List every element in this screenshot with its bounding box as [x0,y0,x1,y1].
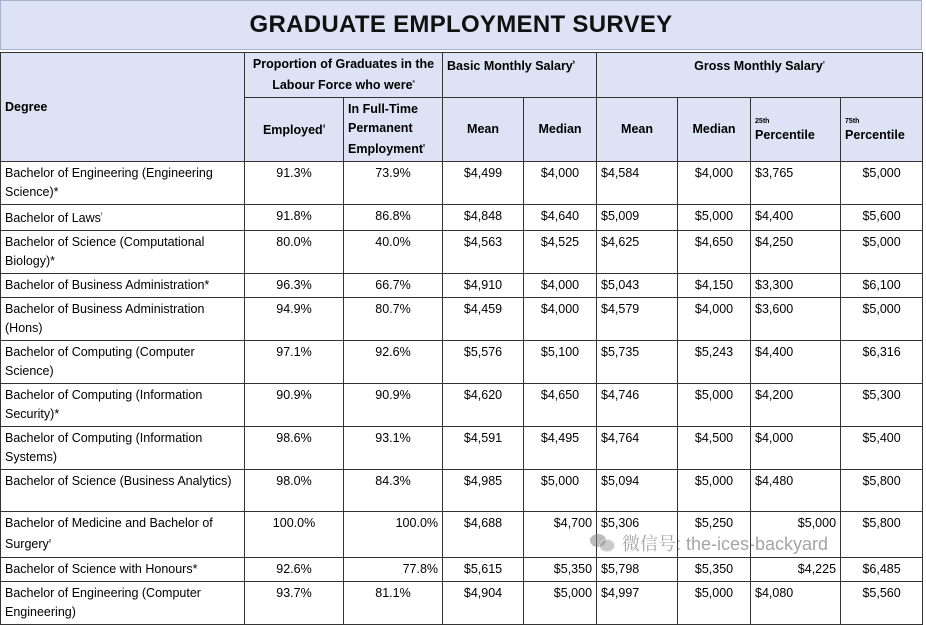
basic-mean-cell: $4,563 [443,231,524,274]
gross-salary-header-text: Gross Monthly Salary [694,59,823,74]
gross-median-cell: $5,000 [678,470,751,512]
p75-cell: $6,316 [841,341,923,384]
employed-cell: 98.0% [245,470,344,512]
degree-cell: Bachelor of Engineering (Computer Engineering) [1,581,245,624]
gross-median-cell: $5,243 [678,341,751,384]
p25-cell: $4,250 [751,231,841,274]
basic-median-cell: $4,650 [524,384,597,427]
basic-median-cell: $4,640 [524,205,597,231]
full-time-header-text: In Full-Time Permanent Employment [348,102,424,157]
gross-salary-header [597,53,923,98]
table-row [1,557,923,581]
gross-median-cell: $5,250 [678,512,751,557]
p75-cell: $5,000 [841,231,923,274]
p25-cell: $4,200 [751,384,841,427]
p25-cell: $4,080 [751,581,841,624]
basic-median-cell: $4,000 [524,162,597,205]
gross-median-cell: $5,000 [678,205,751,231]
basic-median-cell: $4,495 [524,427,597,470]
gross-mean-header: Mean [597,98,678,162]
degree-header: Degree [1,53,245,162]
table-row [1,384,923,427]
full-time-cell: 73.9% [344,162,443,205]
employed-cell: 80.0% [245,231,344,274]
table-row [1,470,923,512]
table-row [1,231,923,274]
p75-cell: $5,800 [841,470,923,512]
employed-cell: 98.6% [245,427,344,470]
gross-mean-cell: $5,306 [597,512,678,557]
basic-median-cell: $4,000 [524,274,597,298]
basic-mean-cell: $4,688 [443,512,524,557]
employed-cell: 91.8% [245,205,344,231]
gross-median-header: Median [678,98,751,162]
gross-median-cell: $4,500 [678,427,751,470]
basic-mean-header: Mean [443,98,524,162]
basic-median-cell: $4,700 [524,512,597,557]
p25-cell: $3,300 [751,274,841,298]
full-time-header [344,98,443,162]
p75-cell: $6,100 [841,274,923,298]
footnote-marker: ᵇ [572,61,576,67]
employed-header-text: Employed [262,123,323,138]
footnote-marker: ᵉ [423,144,426,151]
basic-mean-cell: $4,910 [443,274,524,298]
p75-cell: $5,600 [841,205,923,231]
full-time-cell: 80.7% [344,298,443,341]
full-time-cell: 90.9% [344,384,443,427]
full-time-cell: 92.6% [344,341,443,384]
p75-cell: $5,400 [841,427,923,470]
full-time-cell: 81.1% [344,581,443,624]
gross-median-cell: $4,150 [678,274,751,298]
degree-cell: Bachelor of Science with Honours* [1,557,245,581]
p75-cell: $5,000 [841,298,923,341]
basic-mean-cell: $5,615 [443,557,524,581]
p25-cell: $4,225 [751,557,841,581]
degree-cell: Bachelor of Business Administration* [1,274,245,298]
basic-median-header: Median [524,98,597,162]
employed-cell: 92.6% [245,557,344,581]
gross-mean-cell: $5,094 [597,470,678,512]
degree-cell: Bachelor of Science (Computational Biology)* [1,231,245,274]
page-title: GRADUATE EMPLOYMENT SURVEY [249,11,673,38]
degree-cell: Bachelor of Computing (Computer Science) [1,341,245,384]
basic-mean-cell: $4,848 [443,205,524,231]
basic-mean-cell: $4,499 [443,162,524,205]
gross-mean-cell: $4,997 [597,581,678,624]
gross-median-cell: $4,000 [678,298,751,341]
employed-header [245,98,344,162]
p75-cell: $5,000 [841,162,923,205]
employed-cell: 90.9% [245,384,344,427]
proportion-header [245,53,443,98]
degree-cell [1,205,245,231]
full-time-cell: 93.1% [344,427,443,470]
table-row [1,581,923,624]
table-row [1,512,923,557]
p25-label: Percentile [755,128,815,143]
gross-mean-cell: $4,746 [597,384,678,427]
full-time-cell: 84.3% [344,470,443,512]
employed-cell: 94.9% [245,298,344,341]
employed-cell: 96.3% [245,274,344,298]
degree-cell: Bachelor of Computing (Information Systems) [1,427,245,470]
gross-median-cell: $4,650 [678,231,751,274]
degree-text: Bachelor of Laws [5,211,101,226]
basic-salary-header [443,53,597,98]
footnote-marker: ᶜ [822,61,825,67]
basic-median-cell: $5,000 [524,470,597,512]
gross-mean-cell: $4,764 [597,427,678,470]
employment-table [0,52,923,625]
table-row [1,162,923,205]
full-time-cell: 40.0% [344,231,443,274]
table-row [1,427,923,470]
degree-cell: Bachelor of Engineering (Engineering Science)* [1,162,245,205]
basic-mean-cell: $5,576 [443,341,524,384]
table-row [1,274,923,298]
p25-ordinal: 25th [755,118,770,126]
p25-cell: $3,600 [751,298,841,341]
degree-text: Bachelor of Medicine and Bachelor of Surgery [5,516,213,552]
gross-median-cell: $5,000 [678,581,751,624]
footnote-marker: ᵍ [48,539,52,546]
employed-cell: 91.3% [245,162,344,205]
p25-cell: $4,000 [751,427,841,470]
full-time-cell: 66.7% [344,274,443,298]
basic-mean-cell: $4,904 [443,581,524,624]
employed-cell: 97.1% [245,341,344,384]
gross-mean-cell: $4,625 [597,231,678,274]
table-row [1,298,923,341]
footnote-marker: ᵃ [412,80,415,86]
table-row [1,205,923,231]
p75-cell: $5,560 [841,581,923,624]
gross-median-cell: $5,000 [678,384,751,427]
employed-cell: 93.7% [245,581,344,624]
p75-cell: $5,800 [841,512,923,557]
p25-cell: $4,400 [751,341,841,384]
gross-mean-cell: $4,579 [597,298,678,341]
watermark-text: 微信号: the-ices-backyard [622,534,829,554]
table-row [1,341,923,384]
p75-cell: $5,300 [841,384,923,427]
gross-mean-cell: $5,798 [597,557,678,581]
proportion-header-text: Proportion of Graduates in the Labour Force who were [252,57,435,93]
full-time-cell: 77.8% [344,557,443,581]
basic-median-cell: $4,525 [524,231,597,274]
gross-mean-cell: $4,584 [597,162,678,205]
basic-median-cell: $5,350 [524,557,597,581]
degree-cell: Bachelor of Business Administration (Hons) [1,298,245,341]
basic-mean-cell: $4,985 [443,470,524,512]
basic-median-cell: $4,000 [524,298,597,341]
footnote-marker: ᵈ [322,125,326,132]
footnote-marker: ᶠ [100,213,103,220]
p75-label: Percentile [845,128,905,143]
gross-mean-cell: $5,735 [597,341,678,384]
full-time-cell: 86.8% [344,205,443,231]
basic-median-cell: $5,000 [524,581,597,624]
degree-cell: Bachelor of Science (Business Analytics) [1,470,245,512]
p25-header [751,98,841,162]
basic-median-cell: $5,100 [524,341,597,384]
p75-header [841,98,923,162]
p75-cell: $6,485 [841,557,923,581]
title-bar [0,0,922,50]
p25-cell: $5,000 [751,512,841,557]
p75-ordinal: 75th [845,118,860,126]
employed-cell: 100.0% [245,512,344,557]
basic-mean-cell: $4,459 [443,298,524,341]
degree-cell: Bachelor of Computing (Information Security)* [1,384,245,427]
degree-cell [1,512,245,557]
basic-mean-cell: $4,620 [443,384,524,427]
full-time-cell: 100.0% [344,512,443,557]
p25-cell: $4,400 [751,205,841,231]
gross-median-cell: $4,000 [678,162,751,205]
p25-cell: $4,480 [751,470,841,512]
gross-mean-cell: $5,043 [597,274,678,298]
basic-salary-header-text: Basic Monthly Salary [447,59,573,74]
p25-cell: $3,765 [751,162,841,205]
gross-mean-cell: $5,009 [597,205,678,231]
basic-mean-cell: $4,591 [443,427,524,470]
gross-median-cell: $5,350 [678,557,751,581]
